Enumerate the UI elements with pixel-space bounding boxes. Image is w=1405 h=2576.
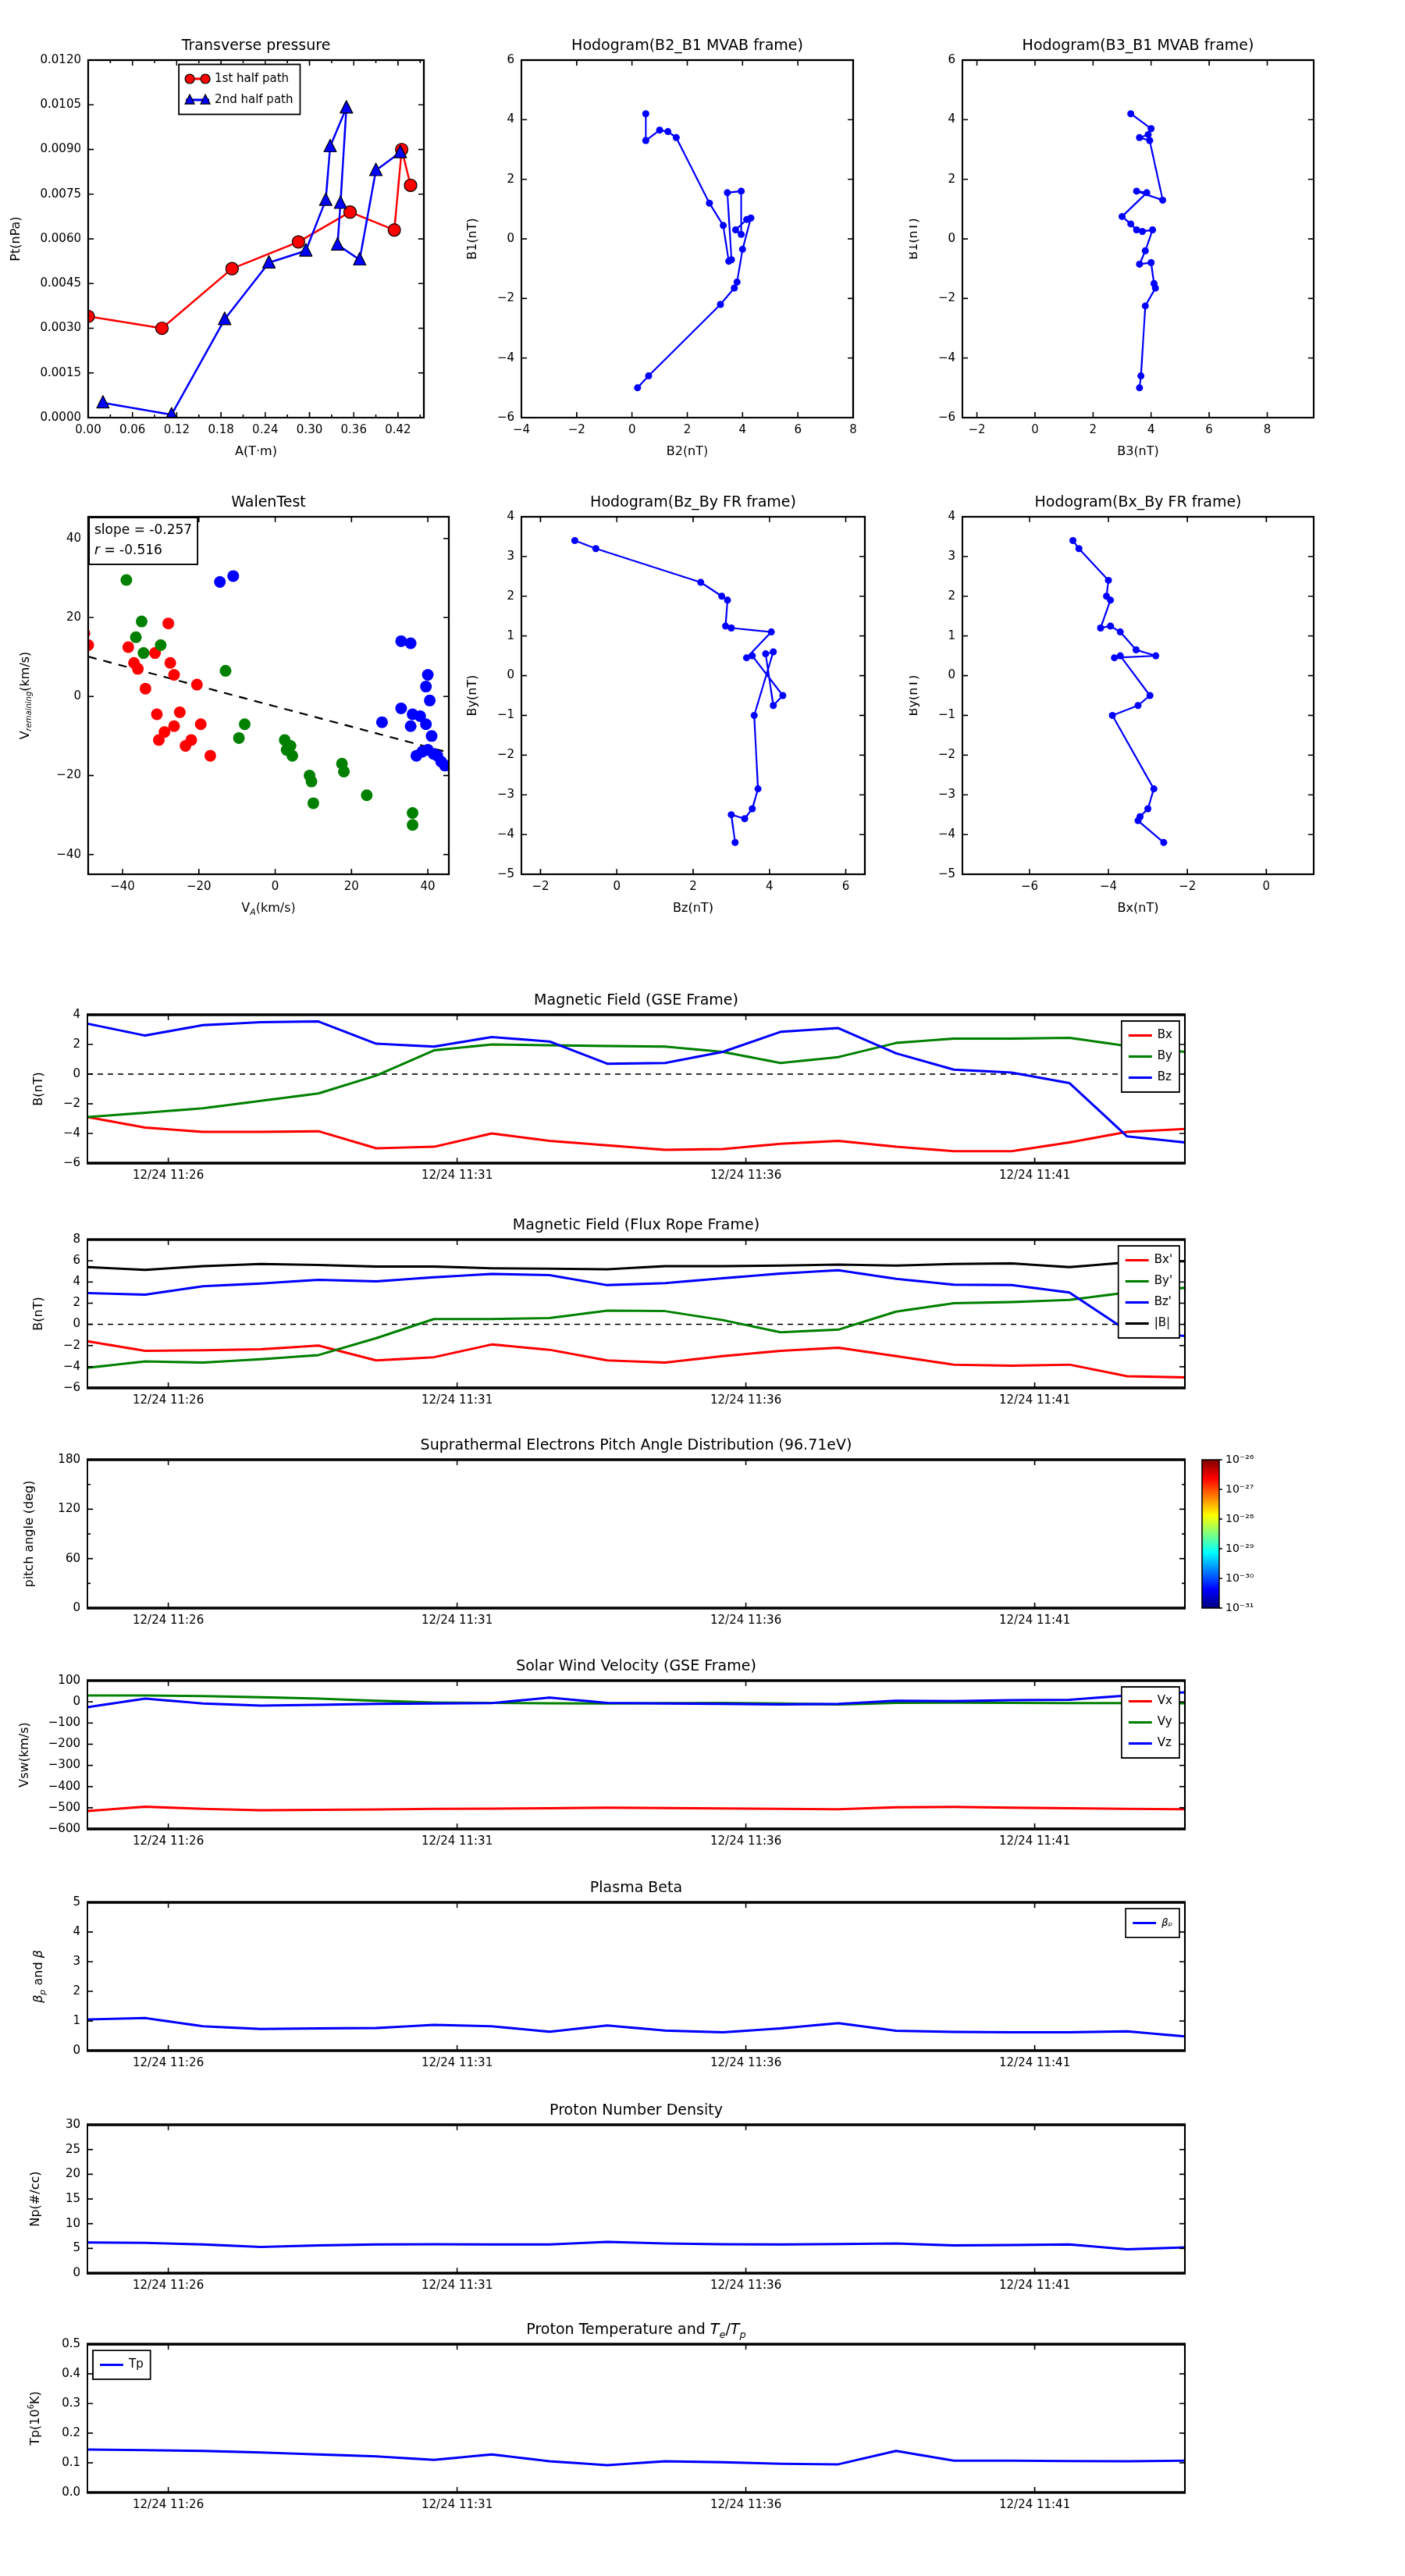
chart-proton-temperature: [0, 2301, 1327, 2526]
chart-walen-test: [4, 468, 468, 929]
chart-magnetic-field-gse: [0, 972, 1327, 1197]
chart-hodogram-bx-by: [909, 468, 1401, 929]
chart-hodogram-b3-b1: [909, 12, 1401, 472]
chart-proton-density: [0, 2082, 1327, 2307]
chart-transverse-pressure: [4, 12, 468, 472]
chart-plasma-beta: [0, 1859, 1327, 2084]
chart-electron-pitch-angle: [0, 1417, 1327, 1642]
chart-hodogram-bz-by: [453, 468, 917, 929]
chart-magnetic-field-flux-rope: [0, 1197, 1327, 1421]
chart-hodogram-b2-b1: [453, 12, 917, 472]
chart-solar-wind-velocity: [0, 1638, 1327, 1863]
